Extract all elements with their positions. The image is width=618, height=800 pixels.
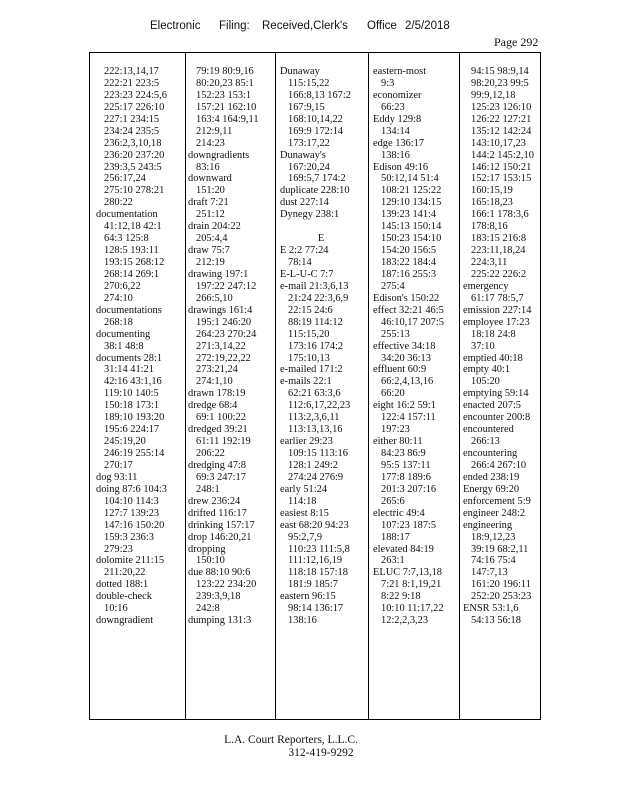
index-reference: 50:12,14 51:4 — [381, 173, 439, 185]
index-reference: 163:4 164:9,11 — [196, 113, 259, 125]
index-reference: 224:3,11 — [471, 257, 508, 268]
index-entry: encounter 200:8 — [463, 412, 531, 424]
index-reference: 138:16 — [288, 615, 317, 627]
column-divider — [275, 53, 276, 719]
index-reference: 143:10,17,23 — [471, 137, 526, 149]
index-entry: ENSR 53:1,6 — [463, 603, 519, 615]
index-reference: 108:21 125:22 — [381, 185, 442, 197]
index-reference: 165:18,23 — [471, 197, 513, 209]
index-reference: 193:15 268:12 — [104, 257, 165, 268]
index-reference: 222:13,14,17 — [104, 66, 159, 77]
index-entry: documenting — [96, 328, 151, 340]
index-reference: 145:13 150:14 — [381, 221, 442, 233]
index-reference: 64:3 125:8 — [104, 233, 149, 245]
index-reference: 150:18 173:1 — [104, 400, 160, 412]
index-entry: downgradients — [188, 149, 250, 161]
index-reference: 274:24 276:9 — [288, 471, 344, 483]
index-reference: 212:19 — [196, 257, 225, 268]
index-reference: 206:22 — [196, 448, 225, 459]
index-reference: 128:5 193:11 — [104, 245, 159, 257]
index-reference: 22:15 24:6 — [288, 304, 333, 316]
index-reference: 69:1 100:22 — [196, 412, 246, 424]
index-reference: 95:2,7,9 — [288, 531, 323, 543]
index-entry: emptying 59:14 — [463, 388, 529, 400]
page-number: Page 292 — [494, 35, 539, 49]
index-reference: 159:3 236:3 — [104, 531, 154, 543]
index-reference: 46:10,17 207:5 — [381, 316, 444, 328]
index-entry — [280, 221, 362, 233]
index-reference: 239:3,5 243:5 — [104, 161, 162, 173]
index-reference: 271:3,14,22 — [196, 340, 246, 352]
index-reference: 189:10 193:20 — [104, 412, 165, 424]
header-word-electronic: Electronic — [150, 20, 201, 32]
index-entry: downgradient — [96, 615, 154, 627]
index-entry: Energy 69:20 — [463, 483, 520, 495]
index-reference: 123:22 234:20 — [196, 579, 257, 591]
index-entry: eight 16:2 59:1 — [373, 400, 436, 412]
index-reference: 274:10 — [104, 292, 133, 304]
index-entry: elevated 84:19 — [373, 543, 434, 555]
index-entry: e-mailed 171:2 — [280, 364, 343, 376]
index-reference: 127:7 139:23 — [104, 507, 160, 519]
index-reference: 197:23 — [381, 424, 410, 436]
index-entry: Edison's 150:22 — [373, 292, 440, 304]
index-reference: 166:1 178:3,6 — [471, 209, 529, 221]
index-reference: 31:14 41:21 — [104, 364, 154, 376]
index-reference: 38:1 48:8 — [104, 340, 144, 352]
index-reference: 119:10 140:5 — [104, 388, 159, 400]
index-reference: 74:16 75:4 — [471, 555, 516, 567]
index-reference: 138:16 — [381, 149, 410, 161]
footer-company: L.A. Court Reporters, L.L.C. — [224, 734, 358, 746]
index-entry: Dynegy 238:1 — [280, 209, 340, 221]
index-reference: 37:10 — [471, 340, 495, 352]
header-date: 2/5/2018 — [405, 20, 450, 32]
index-reference: 118:18 157:18 — [288, 567, 348, 579]
column-divider — [185, 53, 186, 719]
index-reference: 195:6 224:17 — [104, 424, 160, 436]
index-reference: 175:10,13 — [288, 352, 330, 364]
index-reference: 99:9,12,18 — [471, 89, 516, 101]
index-reference: 255:13 — [381, 328, 410, 340]
index-reference: 111:12,16,19 — [288, 555, 343, 567]
index-reference: 18:9,12,23 — [471, 531, 516, 543]
index-entry: employee 17:23 — [463, 316, 530, 328]
index-entry: Edison 49:16 — [373, 161, 429, 173]
index-entry: encountering — [463, 448, 518, 459]
index-column-3 — [280, 66, 362, 627]
index-entry: edge 136:17 — [373, 137, 425, 149]
footer-phone: 312-419-9292 — [288, 747, 354, 759]
index-reference: 167:20,24 — [288, 161, 330, 173]
index-reference: 280:22 — [104, 197, 133, 209]
index-reference: 275:4 — [381, 280, 405, 292]
index-reference: 139:23 141:4 — [381, 209, 437, 221]
index-entry: dolomite 211:15 — [96, 555, 165, 567]
index-entry: effluent 60:9 — [373, 364, 427, 376]
index-reference: 34:20 36:13 — [381, 352, 431, 364]
header-word-received: Received,Clerk's — [262, 20, 348, 32]
index-reference: 125:23 126:10 — [471, 101, 532, 113]
index-reference: 134:14 — [381, 125, 410, 137]
index-reference: 242:8 — [196, 603, 220, 615]
index-entry: dotted 188:1 — [96, 579, 149, 591]
section-letter-heading: E — [317, 233, 325, 245]
index-reference: 173:16 174:2 — [288, 340, 344, 352]
index-entry: emptied 40:18 — [463, 352, 523, 364]
index-entry: drawn 178:19 — [188, 388, 246, 400]
index-reference: 211:20,22 — [104, 567, 146, 579]
index-entry: engineering — [463, 519, 513, 531]
index-reference: 79:19 80:9,16 — [196, 66, 254, 77]
index-reference: 183:15 216:8 — [471, 233, 527, 245]
index-reference: 205:4,4 — [196, 233, 228, 245]
index-entry: effective 34:18 — [373, 340, 436, 352]
index-reference: 80:20,23 85:1 — [196, 77, 254, 89]
index-reference: 272:19,22,22 — [196, 352, 251, 364]
index-entry: ELUC 7:7,13,18 — [373, 567, 442, 579]
index-reference: 54:13 56:18 — [471, 615, 521, 627]
index-entry: eastern-most — [373, 66, 427, 77]
index-entry: draft 7:21 — [188, 197, 229, 209]
index-entry: E-L-U-C 7:7 — [280, 268, 334, 280]
index-reference: 66:23 — [381, 101, 405, 113]
index-reference: 109:15 113:16 — [288, 448, 348, 459]
index-reference: 225:17 226:10 — [104, 101, 165, 113]
index-entry: empty 40:1 — [463, 364, 511, 376]
index-entry: drop 146:20,21 — [188, 531, 252, 543]
index-reference: 178:8,16 — [471, 221, 508, 233]
index-reference: 268:14 269:1 — [104, 268, 160, 280]
index-entry: drawings 161:4 — [188, 304, 253, 316]
index-entry: eastern 96:15 — [280, 591, 336, 603]
index-reference: 42:16 43:1,16 — [104, 376, 162, 388]
index-reference: 197:22 247:12 — [196, 280, 257, 292]
index-entry: dropping — [188, 543, 226, 555]
index-reference: 177:8 189:6 — [381, 471, 431, 483]
index-reference: 105:20 — [471, 376, 500, 388]
index-reference: 279:23 — [104, 543, 133, 555]
index-reference: 212:9,11 — [196, 125, 233, 137]
index-reference: 150:10 — [196, 555, 225, 567]
index-entry: documentation — [96, 209, 158, 221]
index-entry: Eddy 129:8 — [373, 113, 422, 125]
index-entry: documents 28:1 — [96, 352, 163, 364]
index-reference: 274:1,10 — [196, 376, 233, 388]
index-entry: double-check — [96, 591, 152, 603]
index-reference: 252:20 253:23 — [471, 591, 532, 603]
index-reference: 122:4 157:11 — [381, 412, 436, 424]
index-reference: 273:21,24 — [196, 364, 238, 376]
index-entry: dog 93:11 — [96, 471, 138, 483]
index-reference: 214:23 — [196, 137, 225, 149]
index-reference: 188:17 — [381, 531, 410, 543]
index-reference: 234:24 235:5 — [104, 125, 160, 137]
index-reference: 150:23 154:10 — [381, 233, 442, 245]
index-entry: drain 204:22 — [188, 221, 241, 233]
index-reference: 183:22 184:4 — [381, 257, 437, 268]
word-index-frame — [89, 52, 541, 720]
index-entry: emergency — [463, 280, 509, 292]
index-reference: 157:21 162:10 — [196, 101, 257, 113]
index-entry: downward — [188, 173, 232, 185]
index-reference: 98:14 136:17 — [288, 603, 344, 615]
index-reference: 167:9,15 — [288, 101, 325, 113]
index-entry: early 51:24 — [280, 483, 328, 495]
index-entry: dumping 131:3 — [188, 615, 252, 627]
index-entry: Dunaway's — [280, 149, 326, 161]
index-reference: 126:22 127:21 — [471, 113, 532, 125]
header-word-office: Office — [367, 20, 397, 32]
index-reference: 268:18 — [104, 316, 133, 328]
index-reference: 227:1 234:15 — [104, 113, 160, 125]
index-entry: drawing 197:1 — [188, 268, 249, 280]
index-reference: 12:2,2,3,23 — [381, 615, 429, 627]
index-reference: 41:12,18 42:1 — [104, 221, 162, 233]
index-reference: 151:20 — [196, 185, 225, 197]
index-reference: 144:2 145:2,10 — [471, 149, 534, 161]
index-reference: 61:11 192:19 — [196, 436, 251, 448]
index-reference: 173:17,22 — [288, 137, 330, 149]
index-reference: 114:18 — [288, 495, 317, 507]
index-reference: 18:18 24:8 — [471, 328, 516, 340]
index-entry: drew 236:24 — [188, 495, 241, 507]
index-entry: Dunaway — [280, 66, 320, 77]
index-reference: 110:23 111:5,8 — [288, 543, 350, 555]
index-entry: east 68:20 94:23 — [280, 519, 349, 531]
index-reference: 8:22 9:18 — [381, 591, 421, 603]
index-reference: 95:5 137:11 — [381, 459, 431, 471]
index-entry: doing 87:6 104:3 — [96, 483, 168, 495]
index-entry: encountered — [463, 424, 514, 436]
index-reference: 222:21 223:5 — [104, 77, 160, 89]
index-reference: 61:17 78:5,7 — [471, 292, 524, 304]
index-reference: 146:12 150:21 — [471, 161, 532, 173]
index-reference: 62:21 63:3,6 — [288, 388, 341, 400]
index-entry: economizer — [373, 89, 422, 101]
index-reference: 266:13 — [471, 436, 500, 448]
index-reference: 10:16 — [104, 603, 128, 615]
index-reference: 112:6,17,22,23 — [288, 400, 351, 412]
index-reference: 161:20 196:11 — [471, 579, 531, 591]
index-reference: 9:3 — [381, 77, 395, 89]
index-reference: 152:17 153:15 — [471, 173, 532, 185]
index-entry: emission 227:14 — [463, 304, 532, 316]
index-reference: 115:15,22 — [288, 77, 330, 89]
index-reference: 147:16 150:20 — [104, 519, 165, 531]
index-reference: 66:20 — [381, 388, 405, 400]
index-entry: E 2:2 77:24 — [280, 245, 329, 257]
index-reference: 104:10 114:3 — [104, 495, 159, 507]
index-reference: 256:17,24 — [104, 173, 146, 185]
index-reference: 135:12 142:24 — [471, 125, 532, 137]
index-entry: dredging 47:8 — [188, 459, 247, 471]
index-reference: 246:19 255:14 — [104, 448, 165, 459]
index-entry: electric 49:4 — [373, 507, 425, 519]
index-reference: 275:10 278:21 — [104, 185, 165, 197]
index-reference: 84:23 86:9 — [381, 448, 426, 459]
index-reference: 236:20 237:20 — [104, 149, 165, 161]
index-reference: 113:2,3,6,11 — [288, 412, 340, 424]
index-reference: 66:2,4,13,16 — [381, 376, 434, 388]
index-reference: 270:17 — [104, 459, 133, 471]
index-reference: 147:7,13 — [471, 567, 508, 579]
filing-header — [0, 20, 618, 36]
index-entry: enacted 207:5 — [463, 400, 521, 412]
index-reference: 236:2,3,10,18 — [104, 137, 162, 149]
index-reference: 168:10,14,22 — [288, 113, 343, 125]
index-reference: 115:15,20 — [288, 328, 330, 340]
index-column-5 — [463, 66, 545, 627]
index-reference: 245:19,20 — [104, 436, 146, 448]
index-entry: drifted 116:17 — [188, 507, 247, 519]
index-reference: 195:1 246:20 — [196, 316, 252, 328]
index-reference: 98:20,23 99:5 — [471, 77, 529, 89]
index-reference: 107:23 187:5 — [381, 519, 437, 531]
index-reference: 39:19 68:2,11 — [471, 543, 529, 555]
index-entry: documentations — [96, 304, 162, 316]
index-reference: 266:5,10 — [196, 292, 233, 304]
index-reference: 10:10 11:17,22 — [381, 603, 444, 615]
index-reference: 21:24 22:3,6,9 — [288, 292, 349, 304]
index-reference: 129:10 134:15 — [381, 197, 442, 209]
index-entry: due 88:10 90:6 — [188, 567, 251, 579]
index-reference: 181:9 185:7 — [288, 579, 338, 591]
index-column-4 — [373, 66, 455, 627]
index-reference: 239:3,9,18 — [196, 591, 241, 603]
index-reference: 201:3 207:16 — [381, 483, 437, 495]
index-entry: either 80:11 — [373, 436, 423, 448]
index-entry: draw 75:7 — [188, 245, 230, 257]
index-entry: enforcement 5:9 — [463, 495, 531, 507]
index-entry: easiest 8:15 — [280, 507, 329, 519]
index-entry: earlier 29:23 — [280, 436, 333, 448]
index-entry: dredge 68:4 — [188, 400, 238, 412]
index-reference: 7:21 8:1,19,21 — [381, 579, 442, 591]
index-reference: 160:15,19 — [471, 185, 513, 197]
index-reference: 266:4 267:10 — [471, 459, 527, 471]
index-column-2 — [188, 66, 270, 627]
index-reference: 154:20 156:5 — [381, 245, 437, 257]
index-column-1 — [96, 66, 178, 627]
index-entry: effect 32:21 46:5 — [373, 304, 444, 316]
column-divider — [368, 53, 369, 719]
index-reference: 94:15 98:9,14 — [471, 66, 529, 77]
index-reference: 88:19 114:12 — [288, 316, 343, 328]
index-reference: 169:9 172:14 — [288, 125, 344, 137]
index-entry: ended 238:19 — [463, 471, 520, 483]
index-entry: duplicate 228:10 — [280, 185, 350, 197]
index-reference: 69:3 247:17 — [196, 471, 246, 483]
index-reference: 251:12 — [196, 209, 225, 221]
header-word-filing: Filing: — [219, 20, 250, 32]
index-reference: 166:8,13 167:2 — [288, 89, 351, 101]
index-reference: 263:1 — [381, 555, 405, 567]
index-reference: 225:22 226:2 — [471, 268, 527, 280]
index-entry: e-mail 21:3,6,13 — [280, 280, 349, 292]
index-entry: e-mails 22:1 — [280, 376, 332, 388]
index-reference: 223:11,18,24 — [471, 245, 526, 257]
index-reference: 248:1 — [196, 483, 220, 495]
index-entry: dredged 39:21 — [188, 424, 248, 436]
index-reference: 187:16 255:3 — [381, 268, 437, 280]
column-divider — [459, 53, 460, 719]
index-reference: 265:6 — [381, 495, 405, 507]
index-reference: 270:6,22 — [104, 280, 141, 292]
index-reference: 264:23 270:24 — [196, 328, 257, 340]
index-reference: 128:1 249:2 — [288, 459, 338, 471]
index-reference: 83:16 — [196, 161, 220, 173]
index-reference: 152:23 153:1 — [196, 89, 252, 101]
index-reference: 169:5,7 174:2 — [288, 173, 346, 185]
index-entry: drinking 157:17 — [188, 519, 255, 531]
index-reference: 113:13,13,16 — [288, 424, 343, 436]
index-entry: dust 227:14 — [280, 197, 329, 209]
index-reference: 78:14 — [288, 257, 312, 268]
index-reference: 223:23 224:5,6 — [104, 89, 167, 101]
index-entry: engineer 248:2 — [463, 507, 526, 519]
